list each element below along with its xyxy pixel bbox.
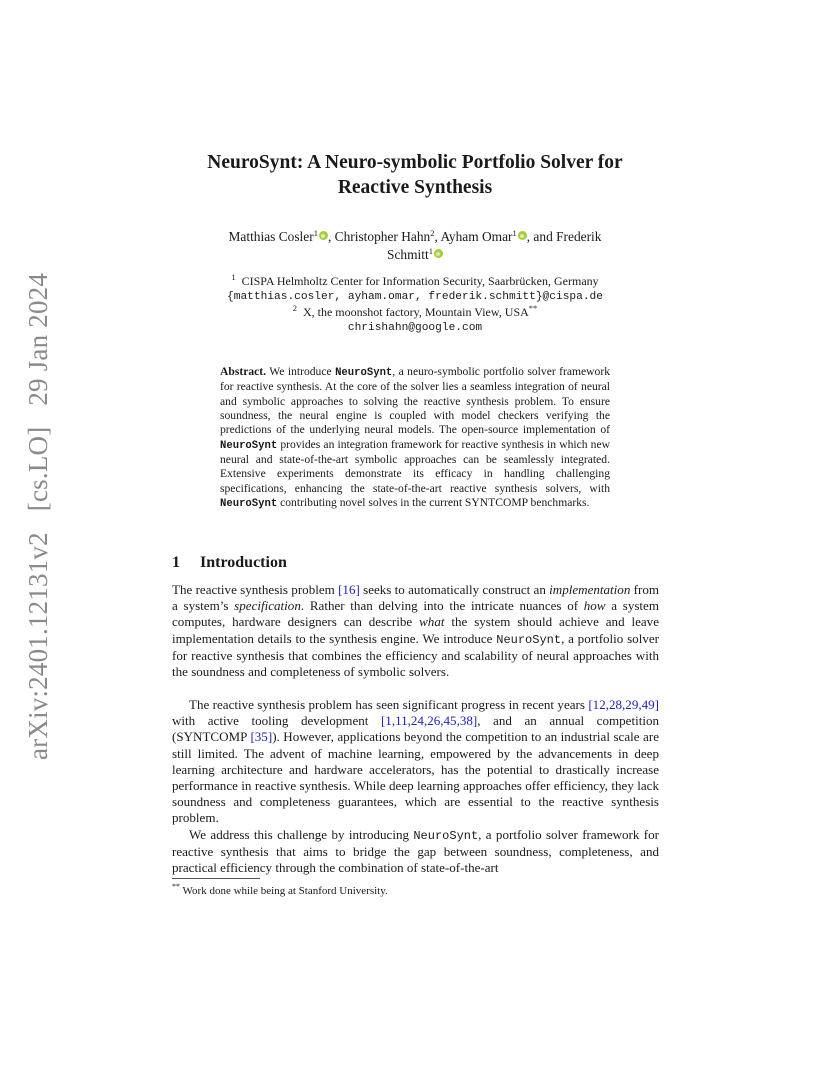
footnote-text: Work done while being at Stanford University. bbox=[180, 885, 388, 897]
affiliation-email[interactable]: chrishahn@google.com bbox=[347, 321, 483, 334]
body-text: the system should achieve and leave implementation details to the synthesis engine. We introduce bbox=[172, 614, 660, 646]
orcid-icon[interactable] bbox=[434, 249, 443, 258]
emphasis: what bbox=[419, 614, 445, 630]
tool-name: NeuroSynt bbox=[220, 439, 278, 452]
author-separator: , and Frederik bbox=[526, 229, 602, 244]
footnote-mark: ** bbox=[172, 882, 180, 891]
affiliation-number: 2 bbox=[292, 303, 297, 313]
tool-name: NeuroSynt bbox=[413, 829, 479, 843]
tool-name: NeuroSynt bbox=[496, 632, 562, 647]
footnote-divider bbox=[172, 878, 260, 879]
emphasis: specification bbox=[234, 598, 301, 614]
author-name: Christopher Hahn bbox=[334, 229, 431, 244]
abstract-text: provides an integration framework for reactive synthesis in which new neural and state-of-the-art symbolic approaches can be seamlessly integrated. Extensive experiments demonstrate its efficacy in handling challenging specifications, enhancing the state-of-the-art reactive synthesis solvers, with bbox=[220, 437, 610, 495]
body-text: The reactive synthesis problem has seen significant progress in recent years bbox=[189, 697, 589, 712]
emphasis: how bbox=[583, 598, 606, 614]
title-line-2: Reactive Synthesis bbox=[337, 177, 493, 198]
body-text: seeks to automatically construct an bbox=[359, 582, 550, 597]
body-text: We address this challenge by introducing bbox=[189, 827, 414, 842]
author-affil-mark: 1 bbox=[428, 246, 433, 256]
author-list bbox=[190, 228, 640, 264]
paper-title bbox=[170, 150, 660, 200]
emphasis: implementation bbox=[549, 582, 631, 597]
affiliations bbox=[190, 274, 640, 336]
intro-paragraph-1 bbox=[172, 582, 659, 680]
section-number: 1 bbox=[172, 554, 180, 571]
affiliation-text: X, the moonshot factory, Mountain View, USA bbox=[302, 305, 529, 319]
citation-link[interactable]: [16] bbox=[338, 582, 360, 597]
orcid-icon[interactable] bbox=[518, 231, 527, 240]
arxiv-date: 29 Jan 2024 bbox=[23, 272, 53, 406]
arxiv-id: arXiv:2401.12131v2 bbox=[23, 532, 53, 760]
body-text: , a portfolio solver for reactive synthesis that combines the efficiency and scalability of neural approaches with the soundness and completeness of symbolic solvers. bbox=[172, 630, 659, 680]
author-affil-mark: 2 bbox=[430, 228, 435, 238]
tool-name: NeuroSynt bbox=[335, 367, 393, 379]
orcid-icon[interactable] bbox=[319, 231, 328, 240]
body-text: The reactive synthesis problem bbox=[172, 582, 339, 597]
affiliation-1 bbox=[190, 274, 640, 290]
body-text: with active tooling development bbox=[172, 713, 381, 729]
abstract-label: Abstract. bbox=[220, 365, 267, 378]
abstract-text: , a neuro-symbolic portfolio solver framework for reactive synthesis. At the core of the solver lies a seamless integration of neural and symbolic approaches to solving the reactive synthesis problem. To ensure soundness, the neural engine is coupled with model checkers verifying the predictions of the underlying neural models. The open-source implementation of bbox=[220, 365, 610, 437]
author-name: Schmitt bbox=[387, 247, 429, 262]
author-affil-mark: 1 bbox=[313, 228, 318, 238]
section-title: Introduction bbox=[200, 554, 287, 571]
author-name: Matthias Cosler bbox=[228, 229, 314, 244]
intro-paragraph-3 bbox=[172, 827, 659, 877]
body-text: . Rather than delving into the intricate nuances of bbox=[300, 598, 584, 614]
affiliation-number: 1 bbox=[231, 272, 236, 282]
section-heading bbox=[172, 554, 287, 572]
abstract-text: contributing novel solves in the current SYNTCOMP benchmarks. bbox=[277, 496, 590, 510]
intro-paragraph-2 bbox=[172, 697, 659, 827]
affiliation-email[interactable]: {matthias.cosler, ayham.omar, frederik.schmitt}@cispa.de bbox=[227, 290, 603, 303]
body-text: ). However, applications beyond the competition to an industrial scale are still limited. The advent of machine learning, empowered by the advancements in deep learning architecture and hardware accelerators, has the potential to drastically increase performance in reactive synthesis. While deep learning approaches offer efficiency, they lack soundness and completeness guarantees, which are essential to the reactive synthesis problem. bbox=[172, 729, 659, 826]
tool-name: NeuroSynt bbox=[220, 498, 278, 511]
body-text: , and an annual competition (SYNTCOMP bbox=[172, 713, 659, 745]
author-separator: , bbox=[434, 229, 441, 244]
affiliation-2 bbox=[190, 305, 640, 321]
arxiv-identifier-stamp bbox=[23, 272, 54, 760]
body-text: , a portfolio solver framework for reactive synthesis that aims to bridge the gap between soundness, completeness, and practical efficiency through the combination of state-of-the-art bbox=[172, 827, 659, 876]
author-separator: , bbox=[327, 229, 335, 244]
body-text: a system computes, hardware designers can describe bbox=[172, 598, 659, 630]
affiliation-text: CISPA Helmholtz Center for Information Security, Saarbrücken, Germany bbox=[241, 274, 599, 288]
author-affil-mark: 1 bbox=[512, 228, 517, 238]
author-name: Ayham Omar bbox=[440, 229, 513, 244]
citation-link[interactable]: [12,28,29,49] bbox=[588, 697, 659, 712]
abstract-text: We introduce bbox=[266, 365, 336, 378]
abstract bbox=[220, 365, 610, 511]
arxiv-category: [cs.LO] bbox=[23, 426, 53, 512]
footnote-mark: ** bbox=[528, 303, 538, 313]
citation-link[interactable]: [35] bbox=[250, 729, 273, 745]
body-text: from a system’s bbox=[172, 582, 660, 614]
title-line-1: NeuroSynt: A Neuro-symbolic Portfolio Solver for bbox=[207, 152, 623, 173]
citation-link[interactable]: [1,11,24,26,45,38] bbox=[380, 713, 478, 729]
footnote bbox=[172, 884, 388, 898]
